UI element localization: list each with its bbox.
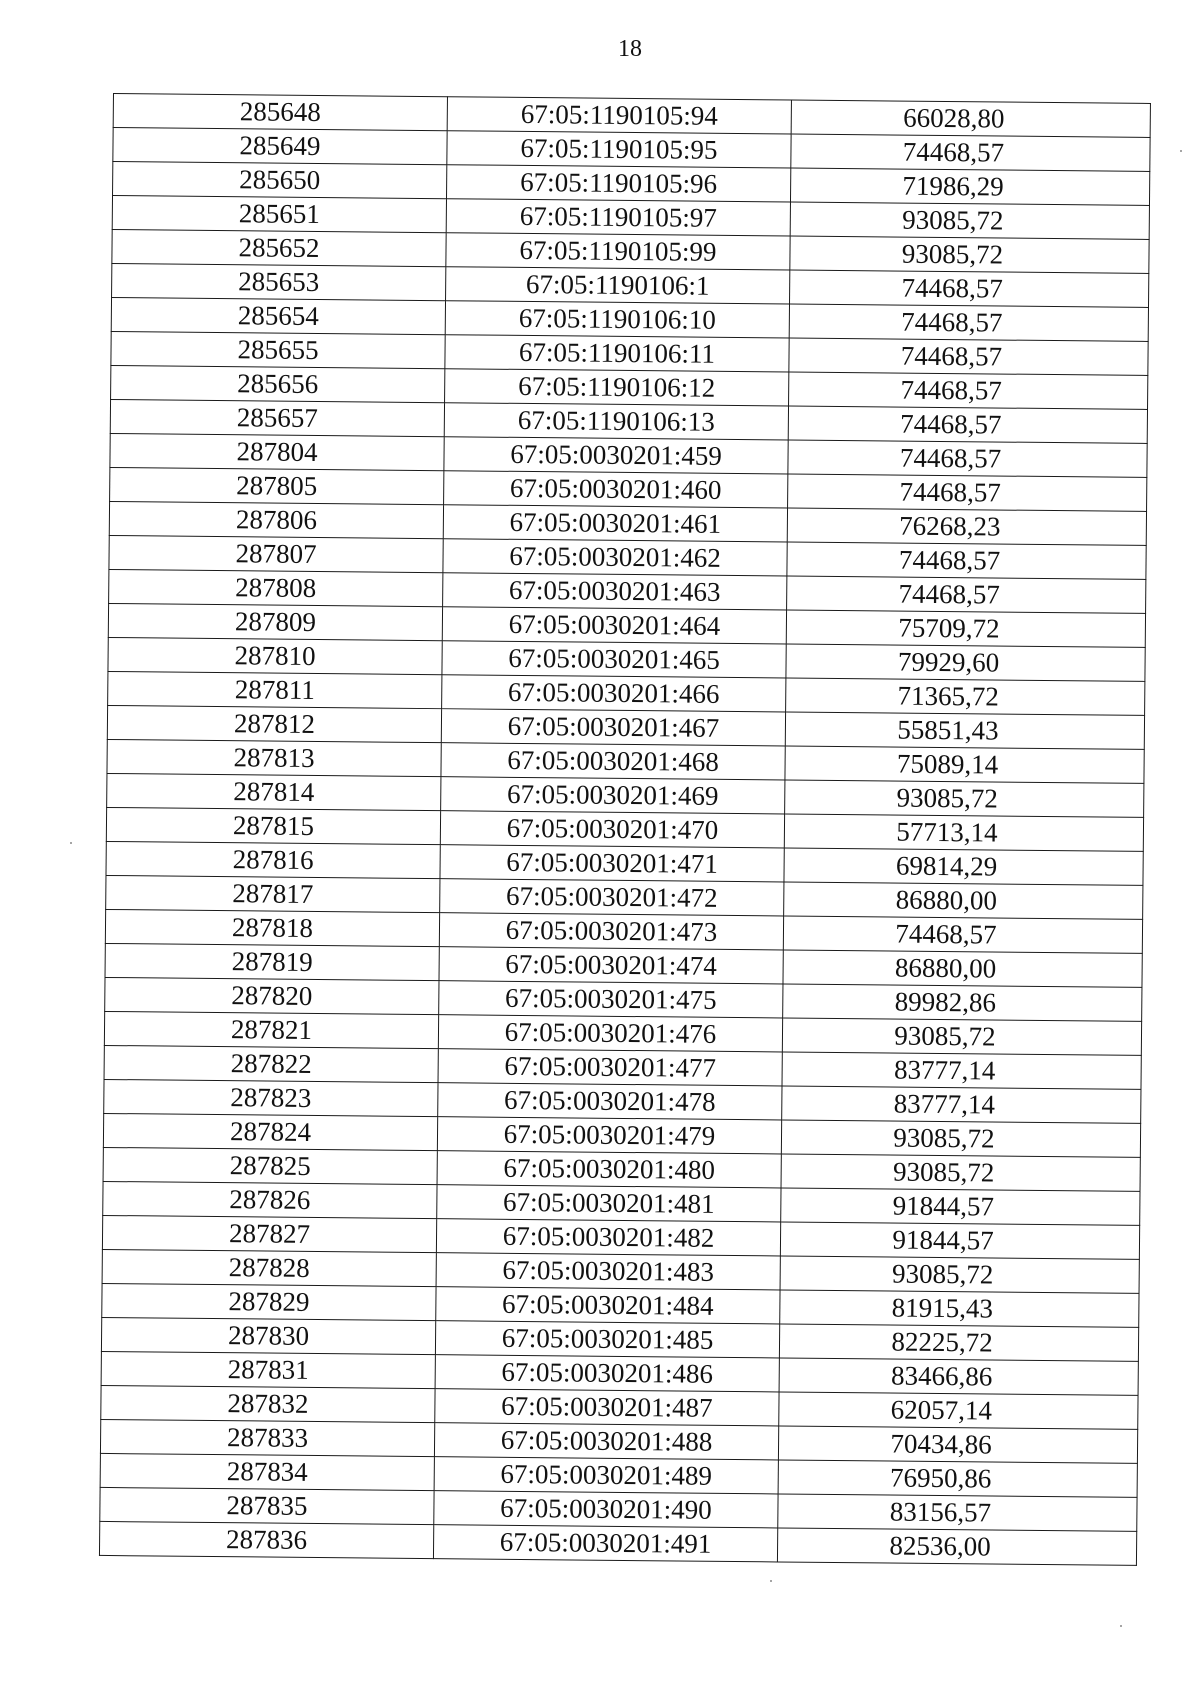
cadastral-number-cell: 67:05:0030201:466 xyxy=(442,675,786,712)
cadastral-number-cell: 67:05:0030201:468 xyxy=(441,743,785,780)
row-number-cell: 287816 xyxy=(106,841,440,878)
cadastral-number-cell: 67:05:0030201:485 xyxy=(435,1321,779,1358)
value-cell: 76268,23 xyxy=(787,508,1146,545)
value-cell: 74468,57 xyxy=(789,372,1148,409)
row-number-cell: 285648 xyxy=(113,94,447,131)
row-number-cell: 287822 xyxy=(104,1045,438,1082)
cadastral-number-cell: 67:05:0030201:487 xyxy=(435,1389,779,1426)
value-cell: 71365,72 xyxy=(786,678,1145,715)
value-cell: 93085,72 xyxy=(780,1256,1139,1293)
value-cell: 74468,57 xyxy=(788,440,1147,477)
row-number-cell: 285655 xyxy=(111,331,445,368)
row-number-cell: 287836 xyxy=(99,1521,433,1558)
row-number-cell: 287828 xyxy=(102,1249,436,1286)
cadastral-number-cell: 67:05:0030201:484 xyxy=(436,1287,780,1324)
row-number-cell: 285653 xyxy=(112,263,446,300)
cadastral-number-cell: 67:05:0030201:478 xyxy=(438,1083,782,1120)
cadastral-number-cell: 67:05:0030201:488 xyxy=(434,1423,778,1460)
row-number-cell: 287825 xyxy=(103,1147,437,1184)
value-cell: 62057,14 xyxy=(779,1392,1138,1429)
cadastral-value-table xyxy=(99,93,1151,1566)
value-cell: 74468,57 xyxy=(787,576,1146,613)
scan-speck xyxy=(770,1580,772,1582)
value-cell: 91844,57 xyxy=(781,1188,1140,1225)
cadastral-number-cell: 67:05:0030201:477 xyxy=(438,1049,782,1086)
value-cell: 83466,86 xyxy=(779,1358,1138,1395)
value-cell: 74468,57 xyxy=(789,338,1148,375)
row-number-cell: 287819 xyxy=(105,943,439,980)
value-cell: 74468,57 xyxy=(783,916,1142,953)
cadastral-number-cell: 67:05:0030201:461 xyxy=(443,505,787,542)
cadastral-number-cell: 67:05:0030201:490 xyxy=(434,1491,778,1528)
cadastral-number-cell: 67:05:0030201:469 xyxy=(441,777,785,814)
value-cell: 74468,57 xyxy=(788,474,1147,511)
value-cell: 93085,72 xyxy=(781,1120,1140,1157)
cadastral-number-cell: 67:05:0030201:480 xyxy=(437,1151,781,1188)
cadastral-number-cell: 67:05:0030201:470 xyxy=(440,811,784,848)
row-number-cell: 287834 xyxy=(100,1453,434,1490)
cadastral-number-cell: 67:05:0030201:475 xyxy=(439,981,783,1018)
scan-speck xyxy=(1120,1625,1122,1627)
value-cell: 74468,57 xyxy=(788,406,1147,443)
value-cell: 83156,57 xyxy=(778,1494,1137,1531)
row-number-cell: 285657 xyxy=(110,399,444,436)
cadastral-number-cell: 67:05:1190106:1 xyxy=(446,267,790,304)
cadastral-number-cell: 67:05:1190106:10 xyxy=(445,301,789,338)
row-number-cell: 287807 xyxy=(109,535,443,572)
cadastral-number-cell: 67:05:0030201:462 xyxy=(443,539,787,576)
row-number-cell: 287831 xyxy=(101,1351,435,1388)
value-cell: 89982,86 xyxy=(783,984,1142,1021)
value-cell: 70434,86 xyxy=(778,1426,1137,1463)
value-cell: 93085,72 xyxy=(790,236,1149,273)
value-cell: 86880,00 xyxy=(784,882,1143,919)
row-number-cell: 285652 xyxy=(112,229,446,266)
cadastral-number-cell: 67:05:0030201:491 xyxy=(433,1525,777,1562)
cadastral-number-cell: 67:05:1190105:95 xyxy=(447,131,791,168)
value-cell: 93085,72 xyxy=(790,202,1149,239)
row-number-cell: 285656 xyxy=(111,365,445,402)
row-number-cell: 287809 xyxy=(108,603,442,640)
value-cell: 74468,57 xyxy=(787,542,1146,579)
row-number-cell: 287818 xyxy=(105,909,439,946)
value-cell: 82225,72 xyxy=(779,1324,1138,1361)
row-number-cell: 287817 xyxy=(106,875,440,912)
cadastral-number-cell: 67:05:0030201:479 xyxy=(437,1117,781,1154)
row-number-cell: 287821 xyxy=(104,1011,438,1048)
row-number-cell: 287823 xyxy=(104,1079,438,1116)
row-number-cell: 285654 xyxy=(111,297,445,334)
row-number-cell: 287824 xyxy=(103,1113,437,1150)
value-cell: 93085,72 xyxy=(782,1018,1141,1055)
row-number-cell: 287806 xyxy=(109,501,443,538)
scan-speck xyxy=(1180,150,1182,152)
cadastral-number-cell: 67:05:0030201:486 xyxy=(435,1355,779,1392)
row-number-cell: 287815 xyxy=(106,807,440,844)
value-cell: 75089,14 xyxy=(785,746,1144,783)
scan-speck xyxy=(70,842,72,844)
row-number-cell: 287808 xyxy=(109,569,443,606)
value-cell: 55851,43 xyxy=(785,712,1144,749)
value-cell: 91844,57 xyxy=(780,1222,1139,1259)
cadastral-number-cell: 67:05:0030201:474 xyxy=(439,947,783,984)
value-cell: 76950,86 xyxy=(778,1460,1137,1497)
value-cell: 81915,43 xyxy=(780,1290,1139,1327)
cadastral-number-cell: 67:05:0030201:467 xyxy=(441,709,785,746)
row-number-cell: 287827 xyxy=(102,1215,436,1252)
cadastral-number-cell: 67:05:0030201:473 xyxy=(439,913,783,950)
cadastral-number-cell: 67:05:0030201:471 xyxy=(440,845,784,882)
value-cell: 75709,72 xyxy=(786,610,1145,647)
row-number-cell: 287820 xyxy=(105,977,439,1014)
row-number-cell: 285650 xyxy=(113,162,447,199)
row-number-cell: 287805 xyxy=(110,467,444,504)
row-number-cell: 287810 xyxy=(108,637,442,674)
row-number-cell: 287829 xyxy=(102,1283,436,1320)
cadastral-number-cell: 67:05:1190105:97 xyxy=(446,199,790,236)
cadastral-number-cell: 67:05:0030201:472 xyxy=(440,879,784,916)
value-cell: 86880,00 xyxy=(783,950,1142,987)
table-body xyxy=(99,94,1150,1566)
cadastral-number-cell: 67:05:1190105:96 xyxy=(447,165,791,202)
value-cell: 83777,14 xyxy=(782,1052,1141,1089)
value-cell: 93085,72 xyxy=(781,1154,1140,1191)
cadastral-number-cell: 67:05:1190106:11 xyxy=(445,335,789,372)
cadastral-number-cell: 67:05:1190106:12 xyxy=(445,369,789,406)
cadastral-number-cell: 67:05:1190105:99 xyxy=(446,233,790,270)
cadastral-number-cell: 67:05:0030201:464 xyxy=(442,607,786,644)
value-cell: 69814,29 xyxy=(784,848,1143,885)
row-number-cell: 287835 xyxy=(100,1487,434,1524)
row-number-cell: 287804 xyxy=(110,433,444,470)
cadastral-number-cell: 67:05:0030201:476 xyxy=(438,1015,782,1052)
value-cell: 57713,14 xyxy=(784,814,1143,851)
cadastral-number-cell: 67:05:0030201:463 xyxy=(443,573,787,610)
cadastral-number-cell: 67:05:0030201:483 xyxy=(436,1253,780,1290)
value-cell: 66028,80 xyxy=(791,100,1150,137)
page-number: 18 xyxy=(618,36,642,62)
value-cell: 79929,60 xyxy=(786,644,1145,681)
row-number-cell: 287833 xyxy=(100,1419,434,1456)
value-cell: 82536,00 xyxy=(777,1528,1136,1565)
value-cell: 74468,57 xyxy=(791,134,1150,171)
value-cell: 93085,72 xyxy=(785,780,1144,817)
cadastral-number-cell: 67:05:1190106:13 xyxy=(444,403,788,440)
cadastral-number-cell: 67:05:0030201:465 xyxy=(442,641,786,678)
row-number-cell: 287814 xyxy=(107,773,441,810)
cadastral-number-cell: 67:05:0030201:481 xyxy=(437,1185,781,1222)
cadastral-number-cell: 67:05:0030201:460 xyxy=(444,471,788,508)
cadastral-number-cell: 67:05:0030201:489 xyxy=(434,1457,778,1494)
value-cell: 83777,14 xyxy=(782,1086,1141,1123)
cadastral-number-cell: 67:05:1190105:94 xyxy=(447,97,791,134)
value-cell: 74468,57 xyxy=(790,270,1149,307)
row-number-cell: 287813 xyxy=(107,739,441,776)
row-number-cell: 287830 xyxy=(101,1317,435,1354)
row-number-cell: 287811 xyxy=(108,671,442,708)
value-cell: 71986,29 xyxy=(790,168,1149,205)
cadastral-number-cell: 67:05:0030201:459 xyxy=(444,437,788,474)
row-number-cell: 285649 xyxy=(113,128,447,165)
row-number-cell: 285651 xyxy=(112,196,446,233)
row-number-cell: 287832 xyxy=(101,1385,435,1422)
cadastral-number-cell: 67:05:0030201:482 xyxy=(436,1219,780,1256)
row-number-cell: 287826 xyxy=(103,1181,437,1218)
row-number-cell: 287812 xyxy=(107,705,441,742)
value-cell: 74468,57 xyxy=(789,304,1148,341)
